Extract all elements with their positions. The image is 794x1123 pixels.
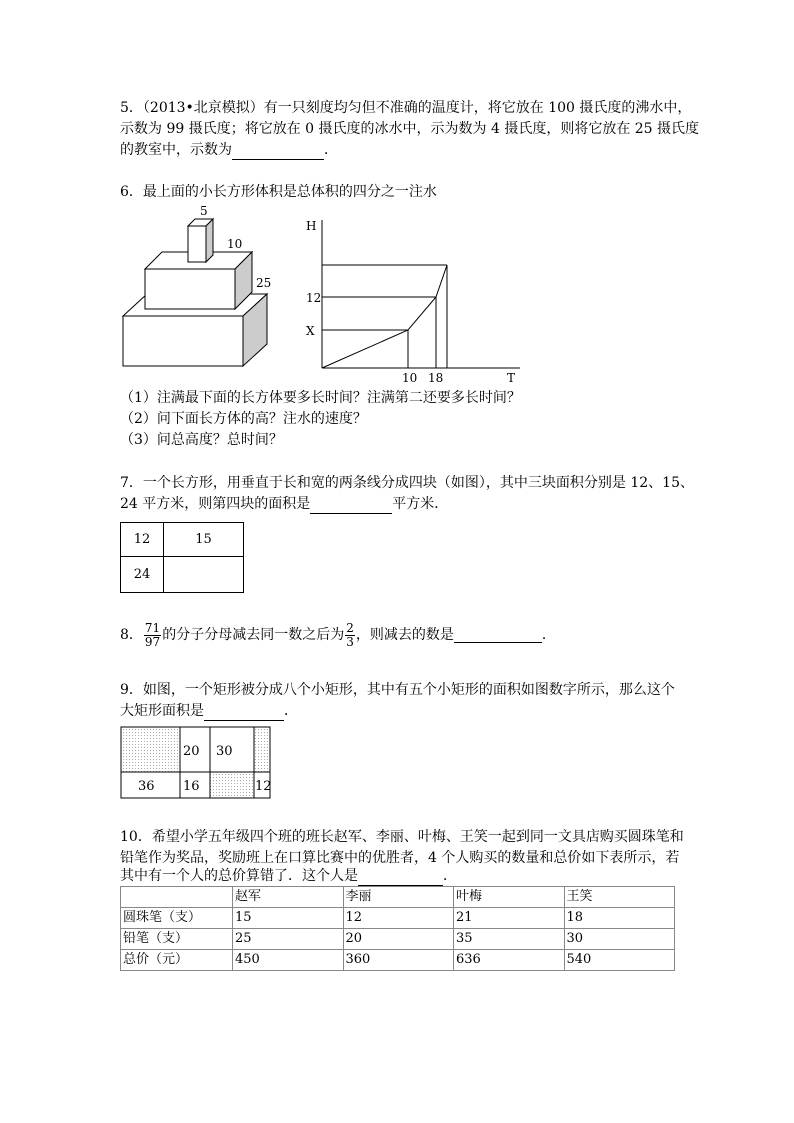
q7-cell-unknown bbox=[164, 557, 244, 593]
q5-end: ． bbox=[324, 142, 338, 158]
q10-end: ． bbox=[443, 868, 457, 884]
q8-frac1-den: 97 bbox=[144, 634, 161, 649]
q9-shaded-cell-c bbox=[210, 772, 254, 798]
q9-answer-blank[interactable] bbox=[204, 704, 284, 721]
q8-frac2-num: 2 bbox=[346, 620, 354, 635]
q7-answer-blank[interactable] bbox=[310, 497, 392, 514]
top-box-front-face bbox=[188, 226, 206, 262]
x-axis-label: T bbox=[507, 371, 516, 385]
q8-suffix: ，则减去的数是 bbox=[355, 627, 454, 643]
q8-fraction-2-3 bbox=[345, 622, 355, 649]
header-cell: 李丽 bbox=[343, 887, 454, 908]
water-level-curve bbox=[322, 265, 447, 368]
table-row bbox=[121, 950, 675, 971]
table-header-row bbox=[121, 887, 675, 908]
label-5: 5 bbox=[200, 204, 208, 218]
q6-title: 6．最上面的小长方形体积是总体积的四分之一注水 bbox=[120, 184, 437, 200]
y-tick-x: X bbox=[306, 324, 315, 338]
q6-stacked-boxes-figure bbox=[115, 200, 275, 370]
q7-cell-24: 24 bbox=[121, 557, 164, 593]
q10-answer-blank[interactable] bbox=[358, 869, 443, 886]
q9-line1: 9．如图，一个矩形被分成八个小矩形，其中有五个小矩形的面积如图数字所示，那么这个 bbox=[120, 682, 675, 698]
table-cell: 360 bbox=[343, 950, 454, 971]
header-cell: 叶梅 bbox=[454, 887, 565, 908]
q9-value-12: 12 bbox=[255, 779, 272, 794]
q9-shaded-cell-a bbox=[121, 727, 180, 772]
q9-end: ． bbox=[284, 703, 298, 719]
q5-line3 bbox=[120, 140, 338, 160]
table-cell: 18 bbox=[564, 908, 675, 929]
table-row bbox=[121, 929, 675, 950]
q7-unit: 平方米． bbox=[392, 496, 449, 512]
q6-water-graph bbox=[300, 215, 530, 390]
q8-answer-blank[interactable] bbox=[454, 626, 542, 643]
row-label: 铅笔（支） bbox=[121, 929, 233, 950]
y-tick-12: 12 bbox=[306, 291, 322, 305]
table-cell: 25 bbox=[233, 929, 344, 950]
table-cell: 35 bbox=[454, 929, 565, 950]
middle-box-front-face bbox=[145, 269, 235, 309]
q9-value-20: 20 bbox=[183, 744, 200, 759]
table-row bbox=[121, 908, 675, 929]
q7-rectangle-grid bbox=[120, 522, 244, 593]
table-cell: 450 bbox=[233, 950, 344, 971]
q9-shaded-cell-b bbox=[254, 727, 270, 772]
table-cell: 15 bbox=[233, 908, 344, 929]
y-axis-label: H bbox=[306, 219, 317, 233]
q8-line bbox=[120, 620, 556, 650]
q8-prefix: 8． bbox=[120, 627, 143, 643]
q9-value-16: 16 bbox=[183, 779, 200, 794]
header-cell bbox=[121, 887, 233, 908]
bottom-box-front-face bbox=[123, 316, 243, 366]
q7-line2 bbox=[120, 494, 448, 514]
table-cell: 12 bbox=[343, 908, 454, 929]
table-cell: 30 bbox=[564, 929, 675, 950]
q7-cell-12: 12 bbox=[121, 523, 164, 557]
q6-sub3: （3）问总高度？总时间？ bbox=[120, 432, 283, 448]
q10-line3 bbox=[120, 866, 457, 886]
x-tick-10: 10 bbox=[402, 371, 418, 385]
x-tick-18: 18 bbox=[428, 371, 444, 385]
q6-sub1: （1）注满最下面的长方体要多长时间？注满第二还要多长时间？ bbox=[120, 390, 521, 406]
q10-line2: 铅笔作为奖品，奖励班上在口算比赛中的优胜者，4 个人购买的数量和总价如下表所示，若 bbox=[120, 850, 680, 866]
q9-value-36: 36 bbox=[138, 779, 155, 794]
table-cell: 21 bbox=[454, 908, 565, 929]
table-cell: 540 bbox=[564, 950, 675, 971]
row-label: 总价（元） bbox=[121, 950, 233, 971]
q5-line1: 5．（2013•北京模拟）有一只刻度均匀但不准确的温度计，将它放在 100 摄氏度的沸水中， bbox=[120, 100, 692, 116]
q5-text: 的教室中，示数为 bbox=[120, 142, 232, 158]
q8-frac2-den: 3 bbox=[346, 634, 354, 649]
q7-cell-15: 15 bbox=[164, 523, 244, 557]
header-cell: 王笑 bbox=[564, 887, 675, 908]
top-box-side-face bbox=[206, 219, 213, 262]
q9-value-30: 30 bbox=[216, 744, 233, 759]
row-label: 圆珠笔（支） bbox=[121, 908, 233, 929]
q10-purchase-table bbox=[120, 886, 675, 971]
q5-answer-blank[interactable] bbox=[232, 143, 324, 160]
q8-mid: 的分子分母减去同一数之后为 bbox=[162, 627, 345, 643]
q8-frac1-num: 71 bbox=[144, 620, 161, 635]
table-cell: 636 bbox=[454, 950, 565, 971]
q8-end: ． bbox=[541, 627, 556, 643]
table-cell: 20 bbox=[343, 929, 454, 950]
label-25: 25 bbox=[256, 276, 272, 290]
q10-line1: 10．希望小学五年级四个班的班长赵军、李丽、叶梅、王笑一起到同一文具店购买圆珠笔和 bbox=[120, 829, 684, 845]
q9-line2 bbox=[120, 701, 298, 721]
label-10: 10 bbox=[227, 237, 243, 251]
q9-eight-rect-figure bbox=[120, 726, 274, 800]
header-cell: 赵军 bbox=[233, 887, 344, 908]
q10-text: 其中有一个人的总价算错了．这个人是 bbox=[120, 868, 358, 884]
q6-sub2: （2）问下面长方体的高？注水的速度？ bbox=[120, 411, 367, 427]
q7-line1: 7．一个长方形，用垂直于长和宽的两条线分成四块（如图），其中三块面积分别是 12、15、 bbox=[120, 475, 694, 491]
q8-fraction-71-97 bbox=[144, 622, 161, 649]
q9-text: 大矩形面积是 bbox=[120, 703, 204, 719]
q7-text: 24 平方米，则第四块的面积是 bbox=[120, 496, 311, 512]
q5-line2: 示数为 99 摄氏度；将它放在 0 摄氏度的冰水中，示为数为 4 摄氏度，则将它放在 25 摄氏度 bbox=[120, 121, 700, 137]
